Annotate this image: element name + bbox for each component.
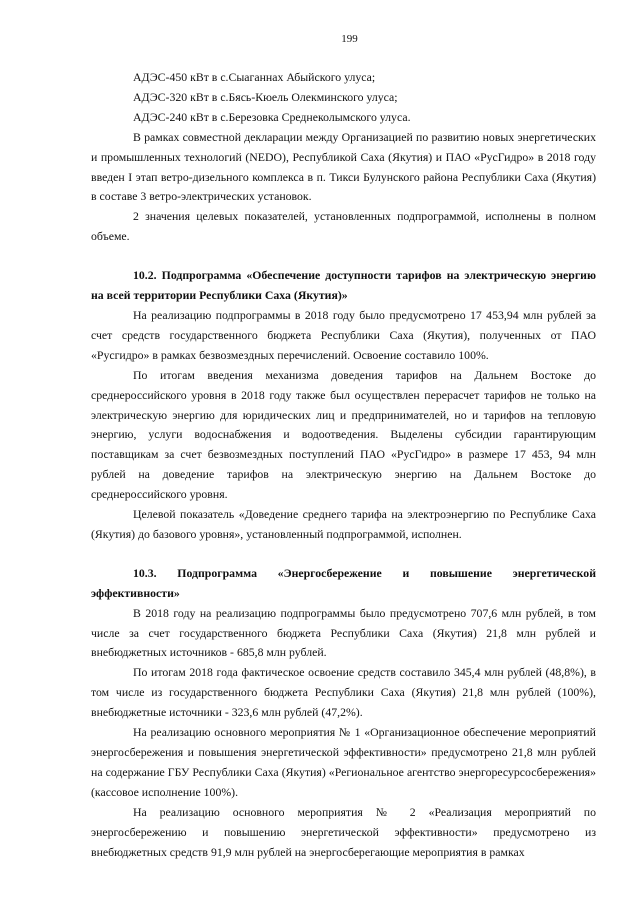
section-10-2-paragraph: Целевой показатель «Доведение среднего тарифа на электроэнергию по Республике Саха (Якутия) до базового уровня», установленный подпрограммой, исполнен. [91, 507, 596, 541]
section-10-3-paragraph: В 2018 году на реализацию подпрограммы было предусмотрено 707,6 млн рублей, в том числе за счет государственного бюджета Республики Саха (Якутия) 21,8 млн рублей и внебюджетных источников - 685,8 млн рублей. [91, 605, 596, 660]
section-10-3-heading: 10.3. Подпрограмма «Энергосбережение и повышение энергетической эффективности» [91, 565, 596, 600]
spacer [91, 247, 596, 266]
paragraph-nedo: В рамках совместной декларации между Организацией по развитию новых энергетических и промышленных технологий (NEDO), Республикой Саха (Якутия) и ПАО «РусГидро» в 2018 году введен I этап ветро-дизельного комплекса в п. Тикси Булунского района Республики Саха (Якутия) в составе 3 ветро-электрических установок. [91, 129, 596, 204]
paragraph-ades-240: АДЭС-240 кВт в с.Березовка Среднеколымского улуса. [133, 109, 411, 124]
section-10-3-paragraph: На реализацию основного мероприятия № 1 «Организационное обеспечение мероприятий энергосбережения и повышения энергетической эффективности» предусмотрено 21,8 млн рублей на содержание ГБУ Республики Саха (Якутия) «Региональное агентство энергоресурсосбережения» (кассовое исполнение 100%). [91, 725, 596, 799]
paragraph-ades-450: АДЭС-450 кВт в с.Сыаганнах Абыйского улуса; [133, 70, 376, 84]
spacer [91, 545, 596, 564]
section-10-3-paragraph: На реализацию основного мероприятия № 2 «Реализация мероприятий по энергосбережению и повышению энергетической эффективности» предусмотрено из внебюджетных средств 91,9 млн рублей на энергосберегающие мероприятия в рамках [91, 804, 596, 859]
section-10-2-paragraph: На реализацию подпрограммы в 2018 году было предусмотрено 17 453,94 млн рублей за счет средств государственного бюджета Республики Саха (Якутия), полученных от ПАО «Русгидро» в рамках безвозмездных перечислений. Освоение составило 100%. [91, 307, 596, 362]
paragraph-indicators: 2 значения целевых показателей, установленных подпрограммой, исполнены в полном объеме. [91, 209, 596, 244]
section-10-3-paragraph: По итогам 2018 года фактическое освоение средств составило 345,4 млн рублей (48,8%), в том числе из государственного бюджета Республики Саха (Якутия) 21,8 млн рублей (100%), внебюджетные источники - 323,6 млн рублей (47,2%). [91, 665, 596, 720]
page-number: 199 [341, 33, 358, 45]
section-10-2-paragraph: По итогам введения механизма доведения тарифов на Дальнем Востоке до среднероссийского уровня в 2018 году также был осуществлен перерасчет тарифов не только на электрическую энергию для юридических лиц и предпринимателей, но и тарифов на тепловую энергию, услуги водоснабжения и водоотведения. Выделены субсидии гарантирующим поставщикам за счет безвозмездных поступлений ПАО «РусГидро» в размере 17 453, 94 млн рублей на доведение тарифов на электрическую энергию на Дальнем Востоке до среднероссийского уровня. [91, 367, 596, 502]
section-10-2-heading: 10.2. Подпрограмма «Обеспечение доступности тарифов на электрическую энергию на всей территории Республики Саха (Якутия)» [91, 268, 596, 303]
paragraph-ades-320: АДЭС-320 кВт в с.Бясь-Кюель Олекминского улуса; [133, 89, 398, 104]
